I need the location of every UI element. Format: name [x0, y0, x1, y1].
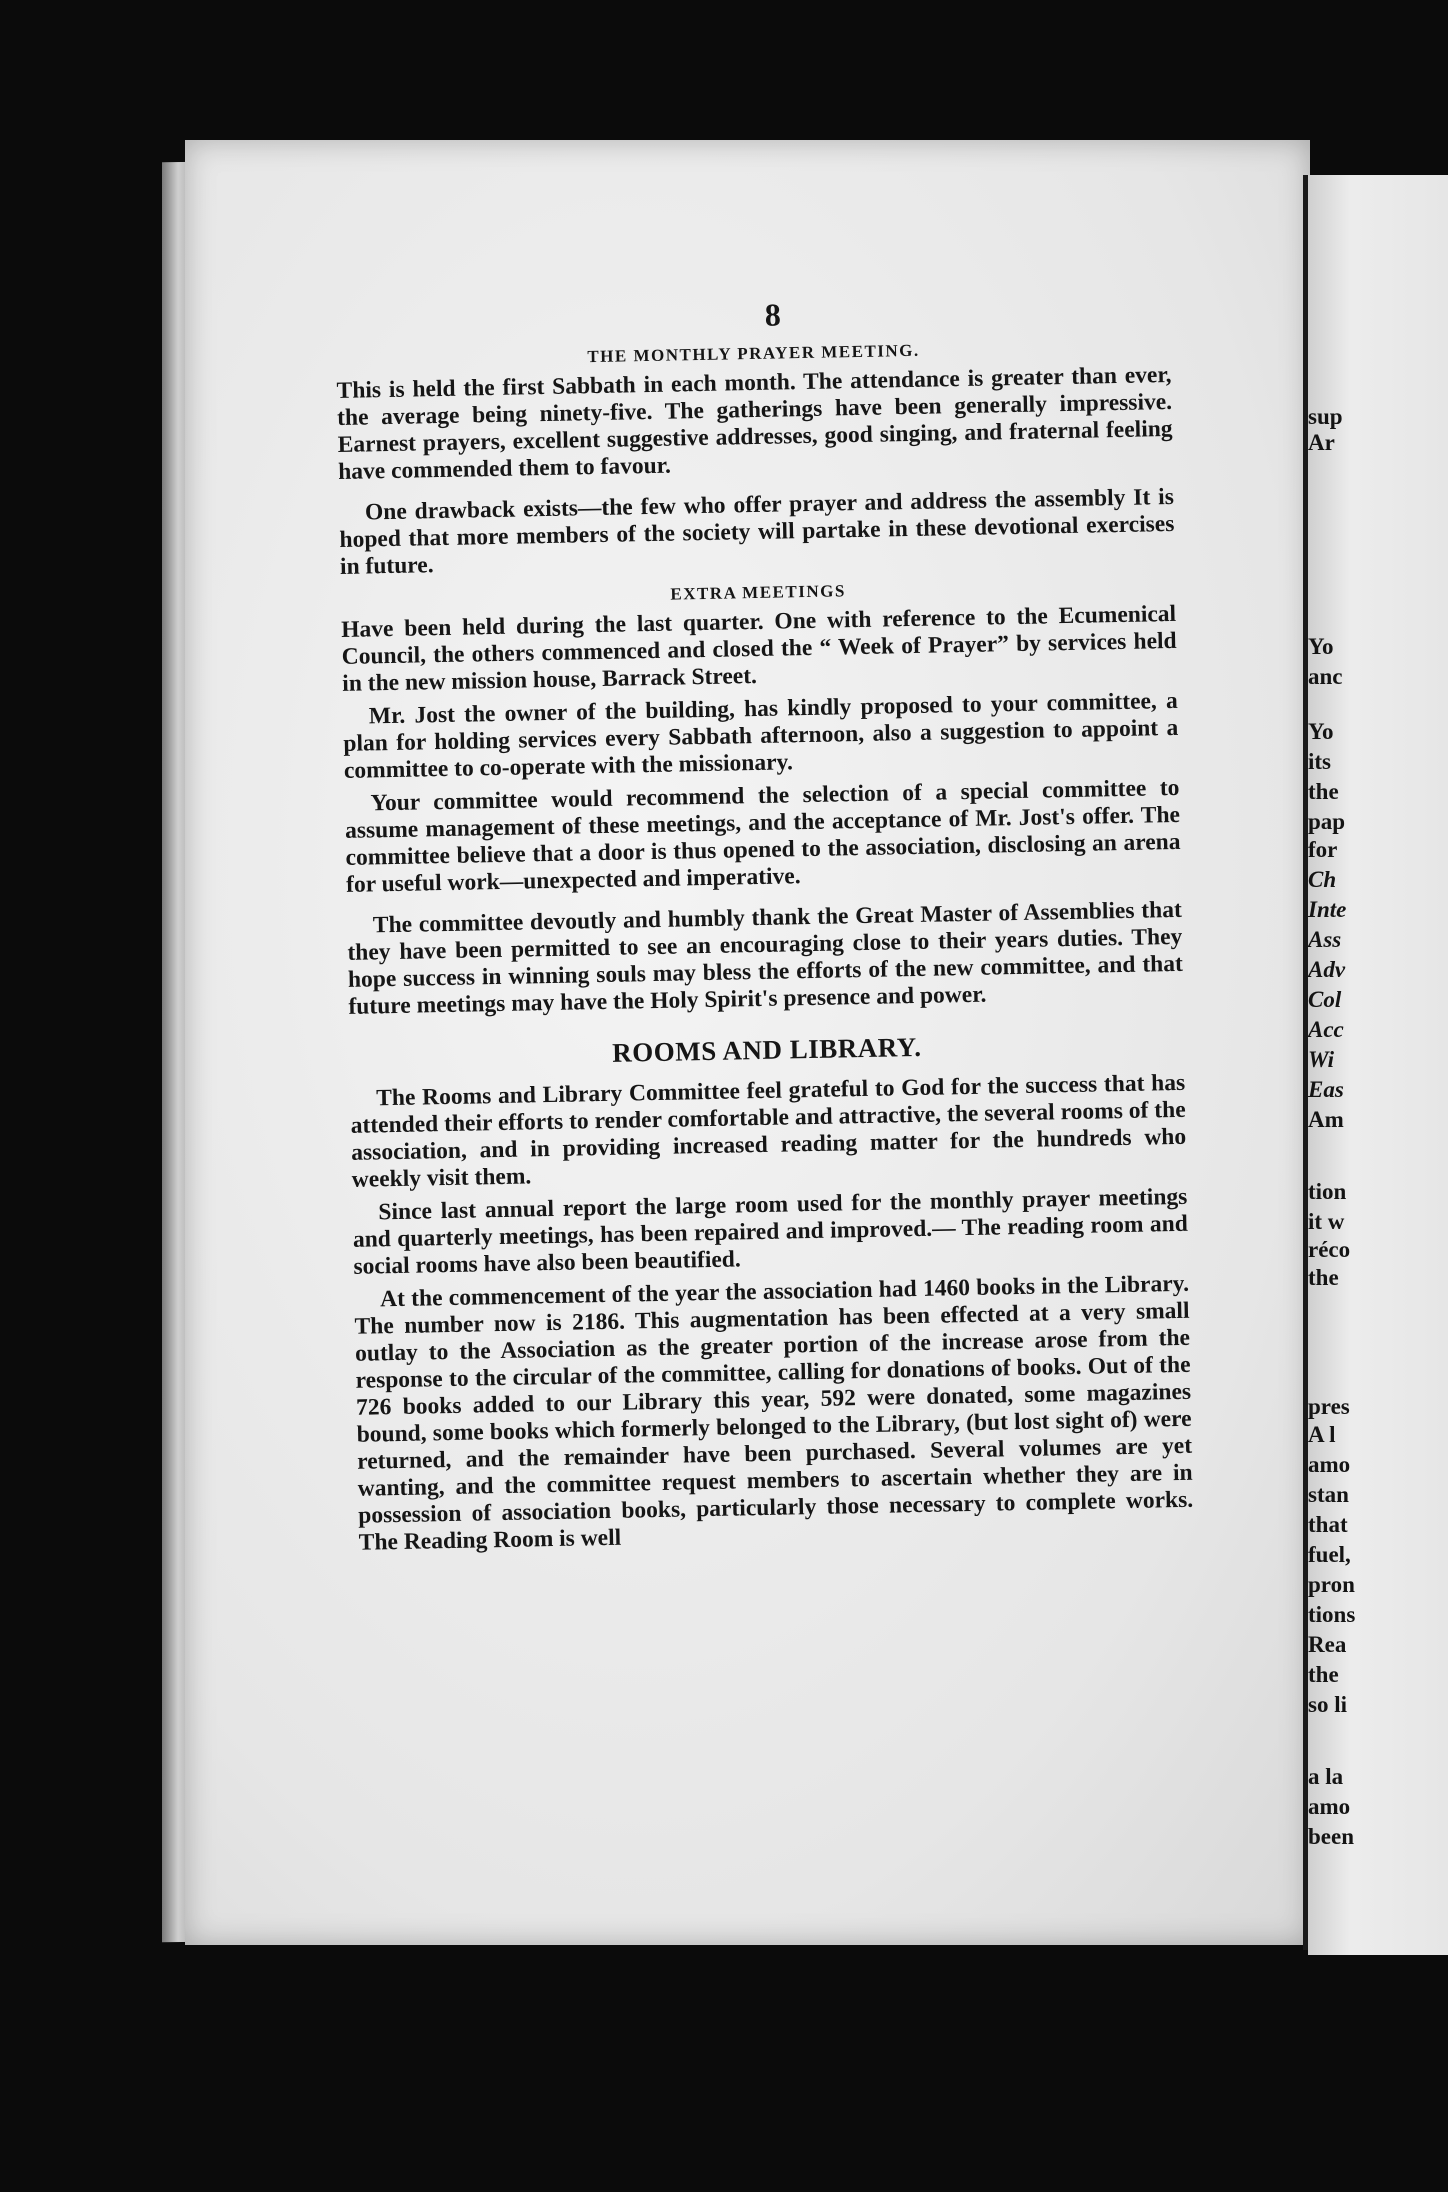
facing-text: been: [1308, 1824, 1354, 1849]
facing-text: réco: [1308, 1237, 1351, 1262]
facing-text: the: [1308, 779, 1339, 804]
paragraph: The Rooms and Library Committee feel grateful to God for the success that has attended their efforts to render comfortable and attractive, the several rooms of the association, and in providing increased reading matter for the hundreds who weekly visit them.: [350, 1069, 1187, 1193]
facing-text: Rea: [1308, 1632, 1347, 1657]
facing-text: Col: [1308, 987, 1342, 1012]
facing-text: Ar: [1308, 430, 1335, 455]
facing-text: Yo: [1308, 634, 1334, 659]
page-number: 8: [764, 296, 782, 333]
section-heading-rooms-and-library: ROOMS AND LIBRARY.: [611, 1031, 922, 1068]
facing-text: so li: [1308, 1692, 1347, 1717]
facing-text: pap: [1308, 809, 1346, 834]
facing-text: pron: [1308, 1572, 1355, 1597]
facing-text: Inte: [1308, 897, 1347, 922]
facing-text: stan: [1308, 1482, 1349, 1507]
facing-text: the: [1308, 1265, 1339, 1290]
facing-text: A l: [1308, 1422, 1336, 1447]
paragraph: Have been held during the last quarter. One with reference to the Ecumenical Council, the others commenced and closed the “ Week of Prayer” by services held in the new mission house, Barrack Street.: [340, 600, 1177, 697]
facing-text: amo: [1308, 1794, 1351, 1819]
facing-text: its: [1308, 749, 1331, 774]
facing-text: for: [1308, 837, 1338, 862]
facing-text: Acc: [1308, 1017, 1344, 1042]
paragraph: One drawback exists—the few who offer prayer and address the assembly It is hoped that more members of the society will partake in these devotional exercises in future.: [339, 483, 1175, 580]
paragraph: The committee devoutly and humbly thank the Great Master of Assemblies that they have been permitted to see an encouraging close to their years duties. They hope success in winning souls may bless the efforts of the new committee, and that future meetings may have the Holy Spirit's presence and power.: [347, 896, 1184, 1020]
paragraph: This is held the first Sabbath in each month. The attendance is greater than ever, the average being ninety-five. The gatherings have been generally impressive. Earnest prayers, excellent suggestive addresses, good singing, and fraternal feeling have commended them to favour.: [336, 361, 1173, 485]
section-heading-extra-meetings: EXTRA MEETINGS: [670, 581, 846, 604]
facing-text: it w: [1308, 1209, 1345, 1234]
facing-text: Adv: [1308, 957, 1346, 982]
facing-text: Am: [1308, 1107, 1344, 1132]
facing-text: Eas: [1308, 1077, 1344, 1102]
facing-text: the: [1308, 1662, 1339, 1687]
facing-text: Ch: [1308, 867, 1337, 892]
section-heading-prayer-meeting: THE MONTHLY PRAYER MEETING.: [587, 340, 920, 367]
facing-text: tion: [1308, 1179, 1347, 1204]
facing-page: [1308, 175, 1448, 1955]
paragraph: Your committee would recommend the selection of a special committee to assume management of these meetings, and the acceptance of Mr. Jost's offer. The committee believe that a door is thus opened to the association, disclosing an arena for useful work—unexpected and imperative.: [344, 774, 1181, 898]
facing-text: anc: [1308, 664, 1343, 689]
page-text-block: [335, 289, 1194, 1563]
facing-text: sup: [1308, 404, 1343, 429]
paragraph: Since last annual report the large room used for the monthly prayer meetings and quarterly meetings, has been repaired and improved.— The reading room and social rooms have also been beautified.: [352, 1183, 1189, 1280]
facing-text: a la: [1308, 1764, 1344, 1789]
facing-text: fuel,: [1308, 1542, 1351, 1567]
facing-text: amo: [1308, 1452, 1351, 1477]
facing-text: that: [1308, 1512, 1348, 1537]
facing-text: Wi: [1308, 1047, 1334, 1072]
paragraph: At the commencement of the year the association had 1460 books in the Library. The number now is 2186. This augmentation has been effected at a very small outlay to the Association as the greater portion of the increase arose from the response to the circular of the committee, calling for donations of books. Out of the 726 books added to our Library this year, 592 were donated, some magazines bound, some books which formerly belonged to the Library, (but lost sight of) were returned, and the remainder have been purchased. Several volumes are yet wanting, and the committee request members to ascertain whether they are in possession of association books, particularly those necessary to complete works. The Reading Room is well: [354, 1270, 1194, 1556]
paragraph: Mr. Jost the owner of the building, has kindly proposed to your committee, a plan for holding services every Sabbath afternoon, also a suggestion to appoint a committee to co-operate with the missionary.: [343, 687, 1179, 784]
facing-text: Yo: [1308, 719, 1334, 744]
facing-text: Ass: [1308, 927, 1342, 952]
facing-text: tions: [1308, 1602, 1356, 1627]
facing-text: pres: [1308, 1394, 1350, 1419]
